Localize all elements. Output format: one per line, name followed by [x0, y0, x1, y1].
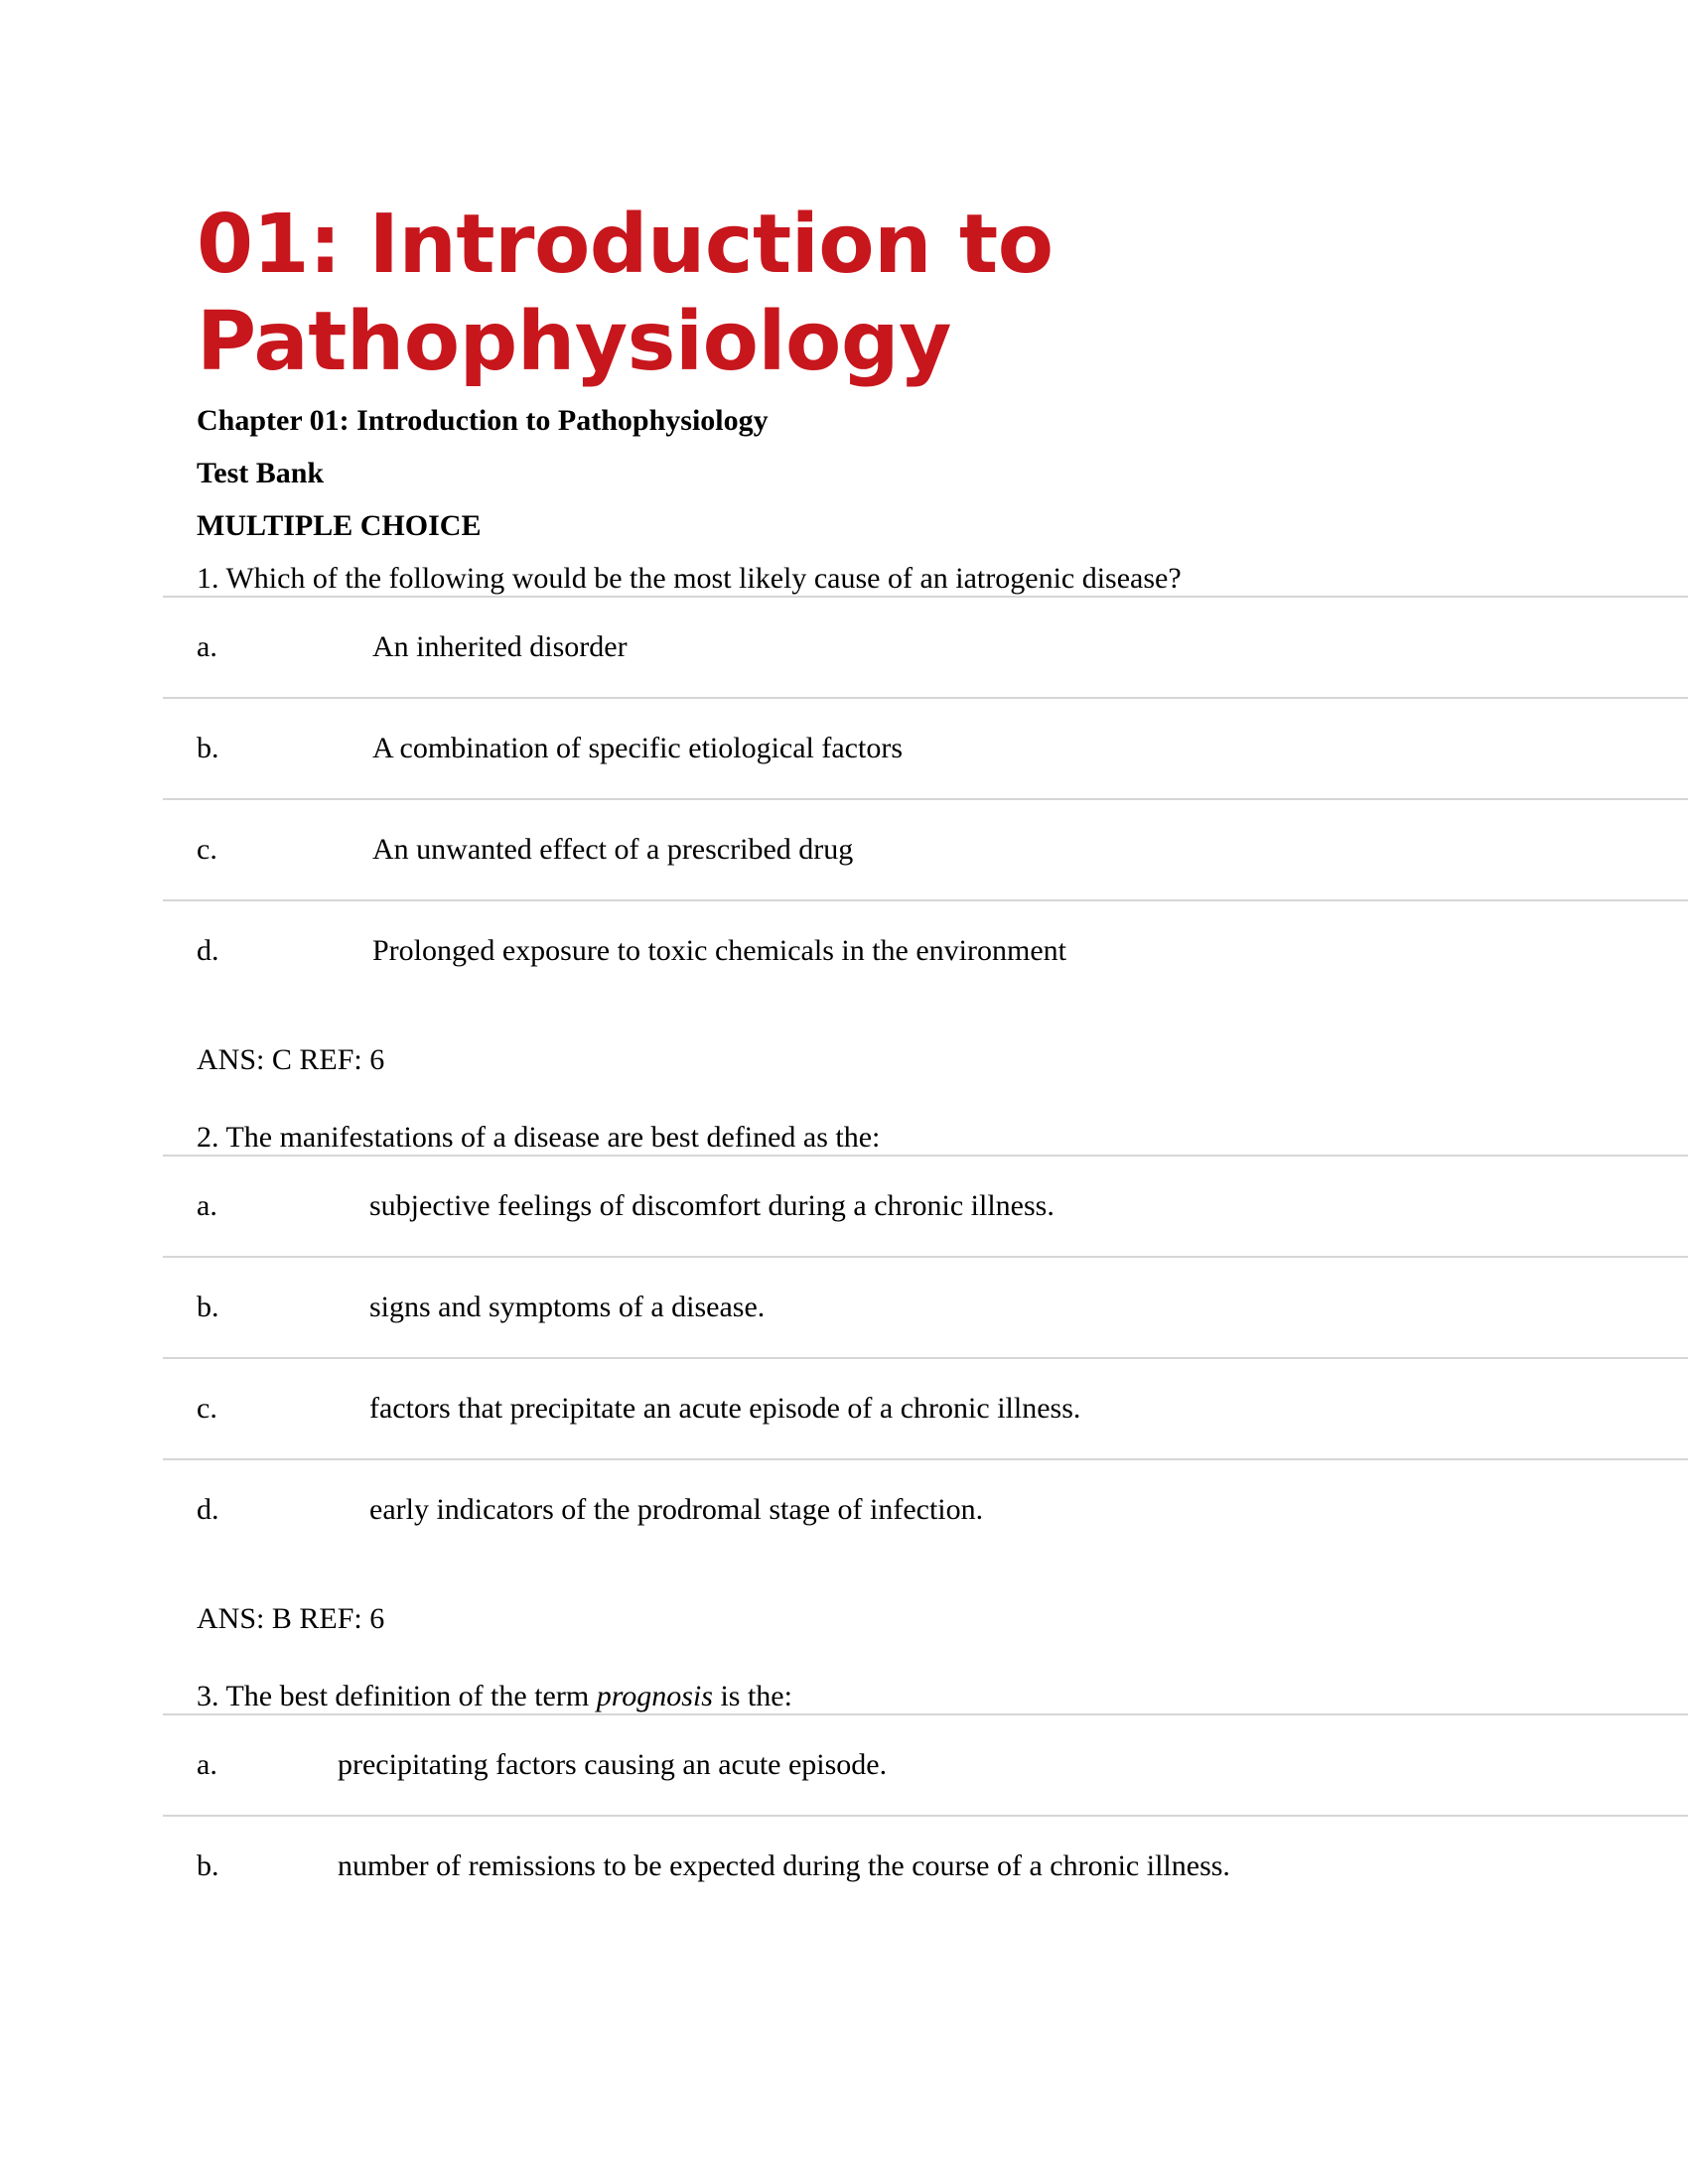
question-1-option-d-text: Prolonged exposure to toxic chemicals in the environment	[372, 934, 1066, 967]
title-line-2: Pathophysiology	[197, 295, 952, 389]
section-heading: MULTIPLE CHOICE	[197, 509, 482, 542]
question-2-answer: ANS: B REF: 6	[197, 1602, 385, 1635]
divider	[163, 1713, 1688, 1715]
document-title	[197, 197, 1487, 391]
question-3-stem-suffix: is the:	[712, 1680, 792, 1712]
question-1-option-d-letter: d.	[197, 934, 219, 967]
question-1-stem: 1. Which of the following would be the most likely cause of an iatrogenic disease?	[197, 562, 1182, 595]
question-2-option-d-letter: d.	[197, 1493, 219, 1526]
divider	[163, 1256, 1688, 1258]
divider	[163, 1815, 1688, 1817]
divider	[163, 798, 1688, 800]
question-3-stem-term: prognosis	[596, 1680, 713, 1712]
question-2-option-c-letter: c.	[197, 1392, 217, 1425]
question-1-option-c-letter: c.	[197, 833, 217, 866]
question-3-stem	[197, 1679, 792, 1714]
divider	[163, 899, 1688, 901]
question-2-option-b-text: signs and symptoms of a disease.	[369, 1291, 766, 1323]
question-3-option-a-letter: a.	[197, 1748, 217, 1781]
question-1-option-b-letter: b.	[197, 732, 219, 764]
question-3-option-a-text: precipitating factors causing an acute episode.	[338, 1748, 888, 1781]
question-3-stem-prefix: 3. The best definition of the term	[197, 1680, 597, 1712]
divider	[163, 697, 1688, 699]
question-1-answer: ANS: C REF: 6	[197, 1043, 385, 1076]
divider	[163, 1357, 1688, 1359]
question-2-option-b-letter: b.	[197, 1291, 219, 1323]
question-1-option-a-letter: a.	[197, 630, 217, 663]
test-bank-heading: Test Bank	[197, 457, 325, 489]
question-1-option-c-text: An unwanted effect of a prescribed drug	[372, 833, 854, 866]
question-2-stem: 2. The manifestations of a disease are best defined as the:	[197, 1121, 881, 1154]
title-line-1: 01: Introduction to	[197, 198, 1054, 292]
divider	[163, 596, 1688, 598]
question-3-option-b-text: number of remissions to be expected during the course of a chronic illness.	[338, 1849, 1230, 1882]
question-1-option-b-text: A combination of specific etiological factors	[372, 732, 903, 764]
question-2-option-c-text: factors that precipitate an acute episode of a chronic illness.	[369, 1392, 1081, 1425]
question-2-option-d-text: early indicators of the prodromal stage of infection.	[369, 1493, 984, 1526]
question-3-option-b-letter: b.	[197, 1849, 219, 1882]
divider	[163, 1155, 1688, 1157]
question-2-option-a-text: subjective feelings of discomfort during a chronic illness.	[369, 1189, 1055, 1222]
chapter-heading: Chapter 01: Introduction to Pathophysiology	[197, 404, 769, 437]
question-2-option-a-letter: a.	[197, 1189, 217, 1222]
question-1-option-a-text: An inherited disorder	[372, 630, 628, 663]
divider	[163, 1458, 1688, 1460]
